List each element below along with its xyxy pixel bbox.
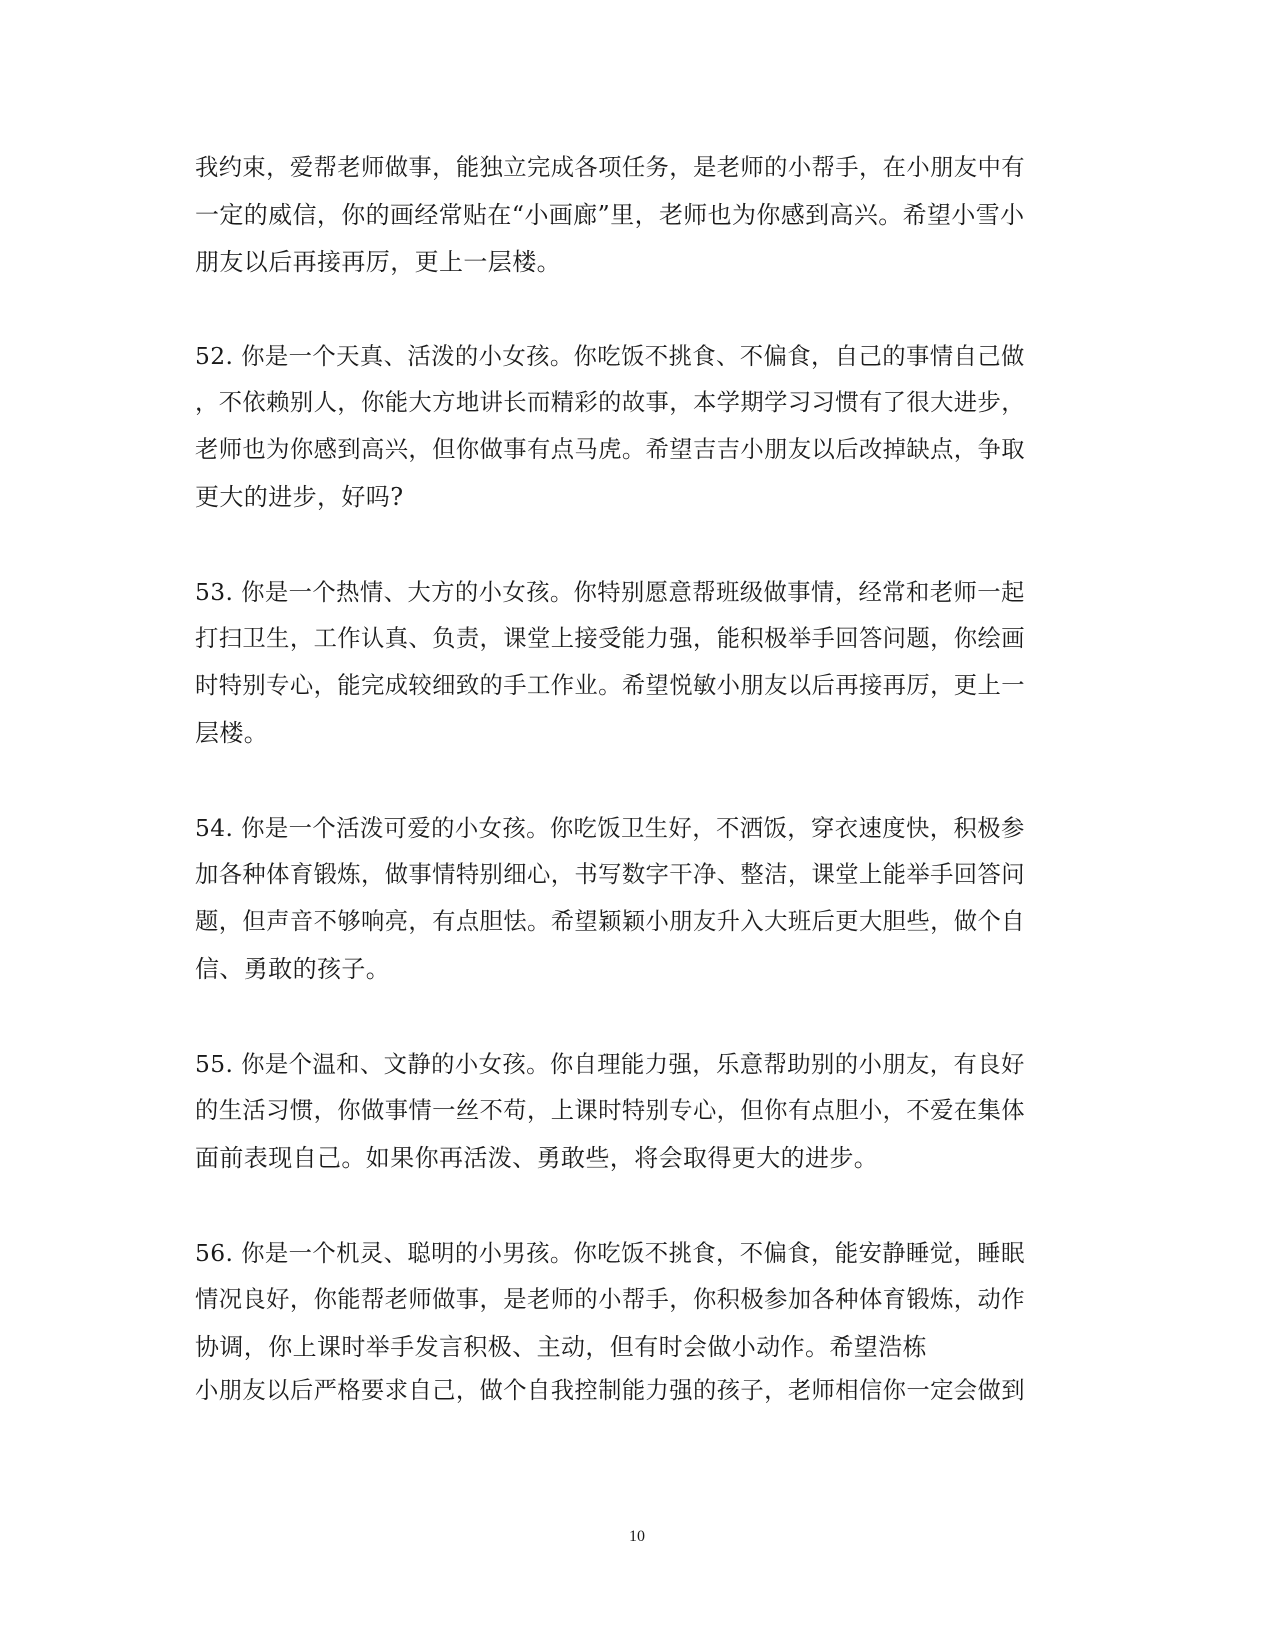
text-line: 协调，你上课时举手发言积极、主动，但有时会做小动作。希望浩栋	[195, 1333, 927, 1361]
text-line: 的生活习惯，你做事情一丝不苟，上课时特别专心，但你有点胆小，不爱在集体	[195, 1097, 1025, 1124]
text-line: 面前表现自己。如果你再活泼、勇敢些，将会取得更大的进步。	[195, 1144, 879, 1172]
text-line: 55. 你是个温和、文静的小女孩。你自理能力强，乐意帮助别的小朋友，有良好	[195, 1050, 1025, 1078]
text-line: 情况良好，你能帮老师做事，是老师的小帮手，你积极参加各种体育锻炼，动作	[195, 1286, 1025, 1313]
text-line: 53. 你是一个热情、大方的小女孩。你特别愿意帮班级做事情，经常和老师一起	[195, 578, 1025, 606]
page-number: 10	[629, 1528, 645, 1545]
text-line: 56. 你是一个机灵、聪明的小男孩。你吃饭不挑食，不偏食，能安静睡觉，睡眠	[195, 1239, 1025, 1267]
text-line: 层楼。	[195, 719, 269, 747]
text-line: ，不依赖别人，你能大方地讲长而精彩的故事，本学期学习习惯有了很大进步，	[195, 389, 1025, 416]
text-line: 加各种体育锻炼，做事情特别细心，书写数字干净、整洁，课堂上能举手回答问	[195, 861, 1025, 888]
text-line: 52. 你是一个天真、活泼的小女孩。你吃饭不挑食、不偏食，自己的事情自己做	[195, 342, 1025, 370]
text-line: 我约束，爱帮老师做事，能独立完成各项任务，是老师的小帮手，在小朋友中有	[195, 154, 1025, 181]
text-line: 一定的威信，你的画经常贴在“小画廊”里，老师也为你感到高兴。希望小雪小	[195, 201, 1025, 229]
text-line: 时特别专心，能完成较细致的手工作业。希望悦敏小朋友以后再接再厉，更上一	[195, 672, 1025, 699]
text-line: 更大的进步，好吗?	[195, 483, 404, 511]
text-line: 题，但声音不够响亮，有点胆怯。希望颖颖小朋友升入大班后更大胆些，做个自	[195, 908, 1025, 935]
text-line: 小朋友以后严格要求自己，做个自我控制能力强的孩子，老师相信你一定会做到	[195, 1377, 1025, 1404]
text-line: 信、勇敢的孩子。	[195, 955, 391, 983]
text-line: 打扫卫生，工作认真、负责，课堂上接受能力强，能积极举手回答问题，你绘画	[195, 625, 1025, 652]
text-line: 54. 你是一个活泼可爱的小女孩。你吃饭卫生好，不洒饭，穿衣速度快，积极参	[195, 814, 1025, 842]
text-line: 老师也为你感到高兴，但你做事有点马虎。希望吉吉小朋友以后改掉缺点，争取	[195, 436, 1025, 463]
text-line: 朋友以后再接再厉，更上一层楼。	[195, 248, 561, 276]
